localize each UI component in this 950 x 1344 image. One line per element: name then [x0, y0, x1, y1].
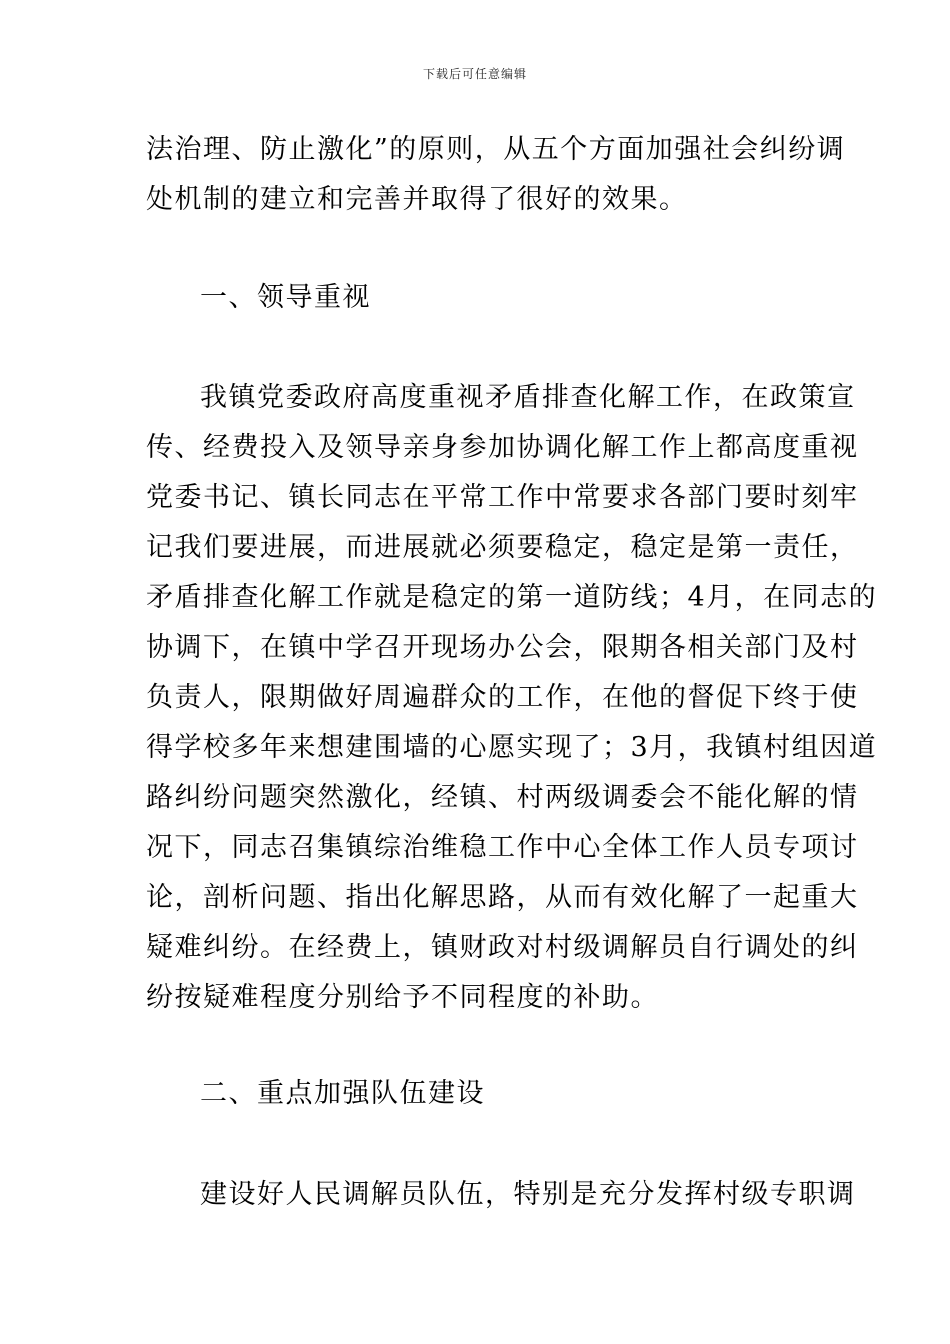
paragraph-line: 矛盾排查化解工作就是稳定的第一道防线；4月，在同志的 [146, 582, 878, 613]
paragraph-line: 论，剖析问题、指出化解思路，从而有效化解了一起重大 [146, 882, 859, 913]
paragraph-line: 纷按疑难程度分别给予不同程度的补助。 [146, 982, 659, 1013]
opening-paragraph [146, 125, 846, 225]
paragraph-line: 负责人，限期做好周遍群众的工作，在他的督促下终于使 [146, 682, 859, 713]
paragraph-line: 传、经费投入及领导亲身参加协调化解工作上都高度重视 [146, 432, 859, 463]
paragraph-line: 我镇党委政府高度重视矛盾排查化解工作，在政策宣 [200, 382, 856, 413]
paragraph-line: 得学校多年来想建围墙的心愿实现了；3月，我镇村组因道 [146, 732, 878, 763]
paragraph-line: 记我们要进展，而进展就必须要稳定，稳定是第一责任， [146, 532, 859, 563]
paragraph-line: 党委书记、镇长同志在平常工作中常要求各部门要时刻牢 [146, 482, 859, 513]
section-heading: 二、重点加强队伍建设 [200, 1078, 485, 1109]
paragraph-line: 建设好人民调解员队伍，特别是充分发挥村级专职调 [200, 1179, 856, 1210]
section-heading-2 [146, 1069, 816, 1119]
paragraph-line: 路纠纷问题突然激化，经镇、村两级调委会不能化解的情 [146, 782, 859, 813]
paragraph-line: 协调下，在镇中学召开现场办公会，限期各相关部门及村 [146, 632, 859, 663]
paragraph-line: 处机制的建立和完善并取得了很好的效果。 [146, 184, 688, 215]
section-heading-1 [146, 273, 816, 323]
section-1-paragraph [146, 373, 878, 1023]
section-heading: 一、领导重视 [200, 282, 371, 313]
paragraph-line: 况下，同志召集镇综治维稳工作中心全体工作人员专项讨 [146, 832, 859, 863]
page-header: 下载后可任意编辑 [422, 67, 527, 81]
paragraph-line: 法治理、防止激化”的原则，从五个方面加强社会纠纷调 [146, 134, 846, 165]
paragraph-line: 疑难纠纷。在经费上，镇财政对村级调解员自行调处的纠 [146, 932, 859, 963]
section-2-paragraph [146, 1170, 856, 1220]
